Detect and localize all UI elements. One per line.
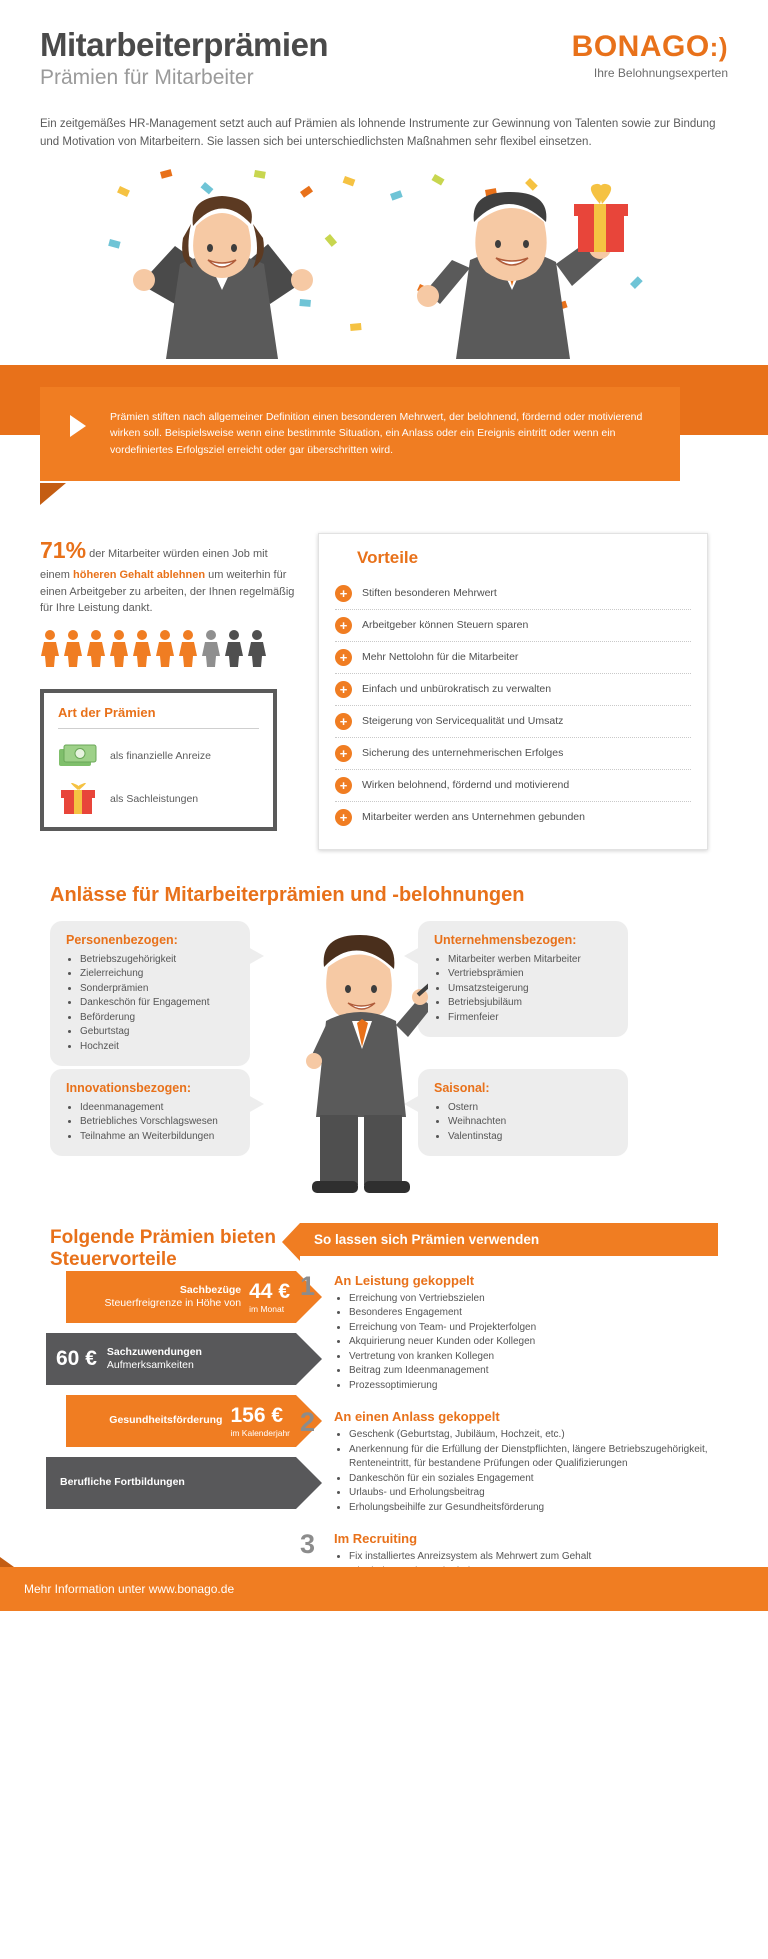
celebration-people-illustration [0, 164, 768, 359]
list-item: • Sonderprämien [80, 982, 234, 997]
advantages-title: Vorteile [357, 547, 419, 567]
stat-text-2: um weiterhin für einen Arbeitgeber zu arbeiten, der Ihnen regelmäßig für Ihre Leistung dankt. [40, 569, 295, 615]
advantage-item [335, 610, 691, 642]
list-item: • Erholungsbeihilfe zur Gesundheitsförderung [349, 1501, 720, 1516]
list-item: • Beitrag zum Ideenmanagement [349, 1364, 536, 1379]
art-box-label-gift: als Sachleistungen [110, 792, 199, 805]
advantage-item [335, 802, 691, 833]
list-item: • Urlaubs- und Erholungsbeitrag [349, 1486, 720, 1501]
tax-label: Berufliche Fortbildungen [60, 1476, 185, 1489]
bubble-list [448, 1101, 612, 1145]
art-box-row-gift [58, 783, 259, 815]
plus-icon: + [335, 809, 352, 826]
art-box-title: Art der Prämien [58, 705, 259, 729]
quote-banner [0, 365, 768, 525]
bubble-title: Saisonal: [434, 1080, 490, 1095]
bubble-personenbezogen [50, 921, 250, 1067]
bubble-unternehmensbezogen [418, 921, 628, 1038]
list-item: • Anerkennung für die Erfüllung der Dienstpflichten, längere Betriebszugehörigkeit, Renteneintritt, für bestandene Prüfungen oder Qualifizierungen [349, 1443, 720, 1472]
usage-step [300, 1409, 720, 1515]
tax-and-usage-section [0, 1227, 768, 1567]
list-item: • Akquirierung neuer Kunden oder Kollegen [349, 1335, 536, 1350]
stats-column [40, 533, 300, 850]
list-item: • Fix installiertes Anreizsystem als Mehrwert zum Gehalt [349, 1550, 591, 1565]
advantage-label: Steigerung von Servicequalität und Umsatz [362, 715, 564, 728]
bubble-title: Unternehmensbezogen: [434, 932, 577, 947]
bubble-title: Innovationsbezogen: [66, 1080, 191, 1095]
list-item: • Erreichung von Vertriebszielen [349, 1292, 536, 1307]
list-item: • Prozessoptimierung [349, 1379, 536, 1394]
tax-period: im Monat [249, 1303, 285, 1314]
plus-icon: + [335, 713, 352, 730]
list-item: • Betriebsjubiläum [448, 996, 612, 1011]
tax-bar-fortbildungen [46, 1457, 296, 1509]
art-box-row-money [58, 743, 259, 769]
tax-row [46, 1395, 296, 1451]
tax-row [46, 1271, 296, 1327]
advantage-label: Sicherung des unternehmerischen Erfolges [362, 747, 564, 760]
plus-icon: + [335, 681, 352, 698]
list-item: • Valentinstag [448, 1130, 612, 1145]
intro-text: Ein zeitgemäßes HR-Management setzt auch auf Prämien als lohnende Instrumente zur Gewinnung von Talenten sowie zur Bindung und Motivation von Mitarbeitern. Sie lassen sich bei unterschiedlichsten Maßnahmen sehr flexibel einsetzen. [40, 118, 716, 148]
tax-sublabel: Steuerfreigrenze in Höhe von [104, 1296, 242, 1309]
list-item: • Mitarbeiter werben Mitarbeiter [448, 953, 612, 968]
arrow-icon [70, 415, 86, 437]
plus-icon: + [335, 649, 352, 666]
bubble-list [80, 1101, 234, 1145]
banner-fold [40, 483, 66, 505]
tax-bar-gesundheitsfoerderung [66, 1395, 296, 1447]
list-item: • Vertretung von kranken Kollegen [349, 1350, 536, 1365]
list-item: • Besonderes Engagement [349, 1306, 536, 1321]
list-item: • Geschenk (Geburtstag, Jubiläum, Hochzeit, etc.) [349, 1428, 720, 1443]
advantage-label: Stiften besonderen Mehrwert [362, 587, 497, 600]
occasions-title: Anlässe für Mitarbeiterprämien und -belohnungen [50, 883, 525, 906]
list-item: • Firmenfeier [448, 1011, 612, 1026]
list-item: • Dankeschön für ein soziales Engagement [349, 1472, 720, 1487]
hero-illustration [0, 164, 768, 359]
list-item: • Betriebszugehörigkeit [80, 953, 234, 968]
step-title: An einen Anlass gekoppelt [334, 1409, 500, 1425]
header-titles [40, 26, 328, 90]
brand-tagline: Ihre Belohnungsexperten [593, 66, 728, 80]
tax-label: Sachzuwendungen [106, 1345, 202, 1358]
list-item: • Teilnahme an Weiterbildungen [80, 1130, 234, 1145]
plus-icon: + [335, 617, 352, 634]
page-subtitle: Prämien für Mitarbeiter [40, 66, 254, 89]
list-item: • Zielerreichung [80, 967, 234, 982]
bubble-tail [248, 947, 264, 965]
footer [0, 1567, 768, 1611]
step-title: Im Recruiting [334, 1531, 418, 1547]
plus-icon: + [335, 585, 352, 602]
list-item: • Hochzeit [80, 1040, 234, 1055]
stat-text-1: der Mitarbeiter würden einen Job mit einem [40, 547, 268, 582]
step-number: 3 [300, 1529, 316, 1560]
brand-logo [572, 26, 728, 80]
advantage-item [335, 706, 691, 738]
advantages-column [318, 533, 708, 850]
tax-bar-sachbezuege [66, 1271, 296, 1323]
footer-text[interactable]: Mehr Information unter www.bonago.de [24, 1581, 235, 1596]
smiley-icon: :) [709, 32, 728, 62]
list-item: • Umsatzsteigerung [448, 982, 612, 997]
tax-amount: 44 € [249, 1279, 290, 1303]
bubble-title: Personenbezogen: [66, 932, 178, 947]
advantage-label: Wirken belohnend, fördernd und motivierend [362, 779, 570, 792]
plus-icon: + [335, 745, 352, 762]
tax-amount: 60 € [56, 1346, 97, 1370]
usage-ribbon: So lassen sich Prämien verwenden [300, 1223, 718, 1256]
advantage-label: Mitarbeiter werden ans Unternehmen gebunden [362, 811, 585, 824]
list-item: • Erreichung von Team- und Projekterfolgen [349, 1321, 536, 1336]
step-title: An Leistung gekoppelt [334, 1272, 475, 1288]
brand-name-row [572, 30, 728, 64]
advantage-item [335, 738, 691, 770]
step-list [349, 1428, 720, 1515]
advantage-item [335, 770, 691, 802]
stats-and-advantages [0, 525, 768, 850]
step-list [349, 1292, 536, 1394]
advantage-item [335, 642, 691, 674]
list-item: • Ideenmanagement [80, 1101, 234, 1116]
people-figures [40, 629, 300, 667]
tax-row [46, 1457, 296, 1513]
tax-label: Sachbezüge [179, 1283, 242, 1296]
list-item: • Weihnachten [448, 1115, 612, 1130]
list-item: • Ostern [448, 1101, 612, 1116]
list-item: • Dankeschön für Engagement [80, 996, 234, 1011]
plus-icon: + [335, 777, 352, 794]
usage-step [300, 1270, 720, 1394]
advantage-item [335, 674, 691, 706]
list-item: • Vertriebsprämien [448, 967, 612, 982]
page-title: Mitarbeiterprämien [40, 26, 329, 63]
step-number: 1 [300, 1270, 316, 1301]
header [0, 0, 768, 90]
tax-label: Gesundheitsförderung [109, 1414, 223, 1427]
presenter-illustration [268, 909, 428, 1209]
people-icons [40, 629, 278, 667]
tax-row [46, 1333, 296, 1389]
brand-name: BONAGO [571, 30, 710, 63]
list-item: • Beförderung [80, 1011, 234, 1026]
tax-title: Folgende Prämien bieten Steuervorteile [50, 1226, 276, 1271]
bubble-list [448, 953, 612, 1026]
quote-box [40, 387, 680, 481]
occasions-section [0, 921, 768, 1221]
list-item: • Betriebliches Vorschlagswesen [80, 1115, 234, 1130]
bubble-saisonal [418, 1069, 628, 1157]
tax-period: im Kalenderjahr [230, 1427, 290, 1438]
advantages-card [318, 533, 708, 850]
advantage-label: Arbeitgeber können Steuern sparen [362, 619, 529, 632]
advantage-label: Mehr Nettolohn für die Mitarbeiter [362, 651, 519, 664]
tax-bar-sachzuwendungen [46, 1333, 296, 1385]
advantage-label: Einfach und unbürokratisch zu verwalten [362, 683, 552, 696]
tax-arrows [46, 1271, 296, 1519]
tax-sublabel: Aufmerksamkeiten [106, 1358, 194, 1371]
step-number: 2 [300, 1407, 316, 1438]
bubble-innovationsbezogen [50, 1069, 250, 1157]
list-item: • Geburtstag [80, 1025, 234, 1040]
stat-highlight: höheren Gehalt ablehnen [73, 569, 206, 582]
money-icon [58, 743, 98, 769]
tax-amount: 156 € [230, 1403, 284, 1427]
advantage-item [335, 578, 691, 610]
stat-block [40, 533, 300, 617]
stat-value: 71% [40, 536, 87, 563]
bubble-list [80, 953, 234, 1055]
usage-steps [300, 1270, 720, 1610]
art-der-praemien-box [40, 689, 277, 831]
gift-icon [58, 783, 98, 815]
art-box-label-money: als finanzielle Anreize [110, 749, 211, 762]
bubble-tail [248, 1095, 264, 1113]
quote-text: Prämien stiften nach allgemeiner Definition einen besonderen Mehrwert, der belohnend, fördernd oder motivierend wirken soll. Beispielsweise wenn eine bestimmte Situation, ein Anlass oder ein Ereignis eintritt oder wenn ein vordefiniertes Erfolgsziel erreicht oder gar überschritten wird. [110, 410, 643, 457]
